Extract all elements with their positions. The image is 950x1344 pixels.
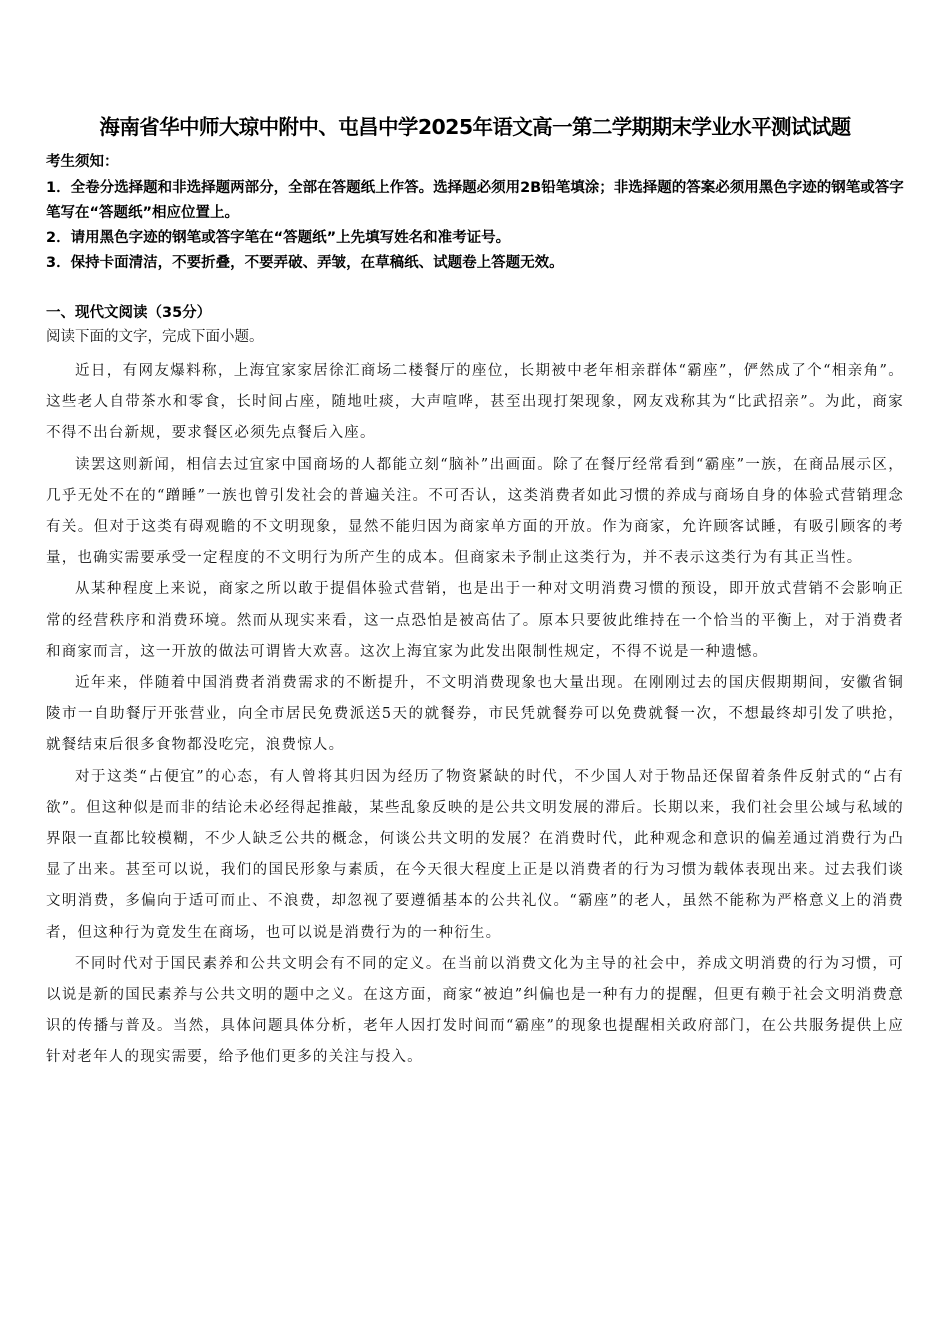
section-heading: 一、现代文阅读（35分） bbox=[46, 305, 212, 321]
notice-heading: 考生须知： bbox=[46, 154, 119, 170]
document-title: 海南省华中师大琼中附中、屯昌中学2025年语文高一第二学期期末学业水平测试试题 bbox=[99, 115, 851, 139]
article-paragraph: 对于这类“占便宜”的心态，有人曾将其归因为经历了物资紧缺的时代，不少国人对于物品还保留着条件反射式的“占有欲”。但这种似是而非的结论未必经得起推敲，某些乱象反映的是公共文明发展的滞后。长期以来，我们社会里公域与私域的界限一直都比较模糊，不少人缺乏公共的概念，何谈公共文明的发展？在消费时代，此种观念和意识的偏差通过消费行为凸显了出来。甚至可以说，我们的国民形象与素质，在今天很大程度上正是以消费者的行为习惯为载体表现出来。过去我们谈文明消费，多偏向于适可而止、不浪费，却忽视了要遵循基本的公共礼仪。“霸座”的老人，虽然不能称为严格意义上的消费者，但这种行为竟发生在商场，也可以说是消费行为的一种衍生。 bbox=[46, 768, 904, 941]
article-body bbox=[46, 356, 904, 1074]
reading-instruction: 阅读下面的文字，完成下面小题。 bbox=[46, 329, 264, 345]
article-paragraph: 近年来，伴随着中国消费者消费需求的不断提升，不文明消费现象也大量出现。在刚刚过去的国庆假期期间，安徽省铜陵市一自助餐厅开张营业，向全市居民免费派送5天的就餐券，市民凭就餐券可以免费就餐一次，不想最终却引发了哄抢，就餐结束后很多食物都没吃完，浪费惊人。 bbox=[46, 675, 904, 754]
article-paragraph: 不同时代对于国民素养和公共文明会有不同的定义。在当前以消费文化为主导的社会中，养成文明消费的行为习惯，可以说是新的国民素养与公共文明的题中之义。在这方面，商家“被迫”纠偏也是一种有力的提醒，但更有赖于社会文明消费意识的传播与普及。当然，具体问题具体分析，老年人因打发时间而“霸座”的现象也提醒相关政府部门，在公共服务提供上应针对老年人的现实需要，给予他们更多的关注与投入。 bbox=[46, 955, 904, 1066]
notice-item-2: 2．请用黑色字迹的钢笔或答字笔在“答题纸”上先填写姓名和准考证号。 bbox=[46, 230, 511, 246]
article-paragraph: 从某种程度上来说，商家之所以敢于提倡体验式营销，也是出于一种对文明消费习惯的预设，即开放式营销不会影响正常的经营秩序和消费环境。然而从现实来看，这一点恐怕是被高估了。原本只要彼此维持在一个恰当的平衡上，对于消费者和商家而言，这一开放的做法可谓皆大欢喜。这次上海宜家为此发出限制性规定，不得不说是一种遗憾。 bbox=[46, 581, 904, 660]
article-paragraph: 读罢这则新闻，相信去过宜家中国商场的人都能立刻“脑补”出画面。除了在餐厅经常看到“霸座”一族，在商品展示区，几乎无处不在的“蹭睡”一族也曾引发社会的普遍关注。不可否认，这类消费者如此习惯的养成与商场自身的体验式营销理念有关。但对于这类有碍观瞻的不文明现象，显然不能归因为商家单方面的开放。作为商家，允许顾客试睡，有吸引顾客的考量，也确实需要承受一定程度的不文明行为所产生的成本。但商家未予制止这类行为，并不表示这类行为有其正当性。 bbox=[46, 456, 904, 567]
article-paragraph: 近日，有网友爆料称，上海宜家家居徐汇商场二楼餐厅的座位，长期被中老年相亲群体“霸座”，俨然成了个“相亲角”。这些老人自带茶水和零食，长时间占座，随地吐痰，大声喧哗，甚至出现打架现象，网友戏称其为“比武招亲”。为此，商家不得不出台新规，要求餐区必须先点餐后入座。 bbox=[46, 363, 904, 442]
notice-item-1: 1．全卷分选择题和非选择题两部分，全部在答题纸上作答。选择题必须用2B铅笔填涂；非选择题的答案必须用黑色字迹的钢笔或答字笔写在“答题纸”相应位置上。 bbox=[46, 180, 904, 221]
notice-item-3: 3．保持卡面清洁，不要折叠，不要弄破、弄皱，在草稿纸、试题卷上答题无效。 bbox=[46, 255, 564, 271]
